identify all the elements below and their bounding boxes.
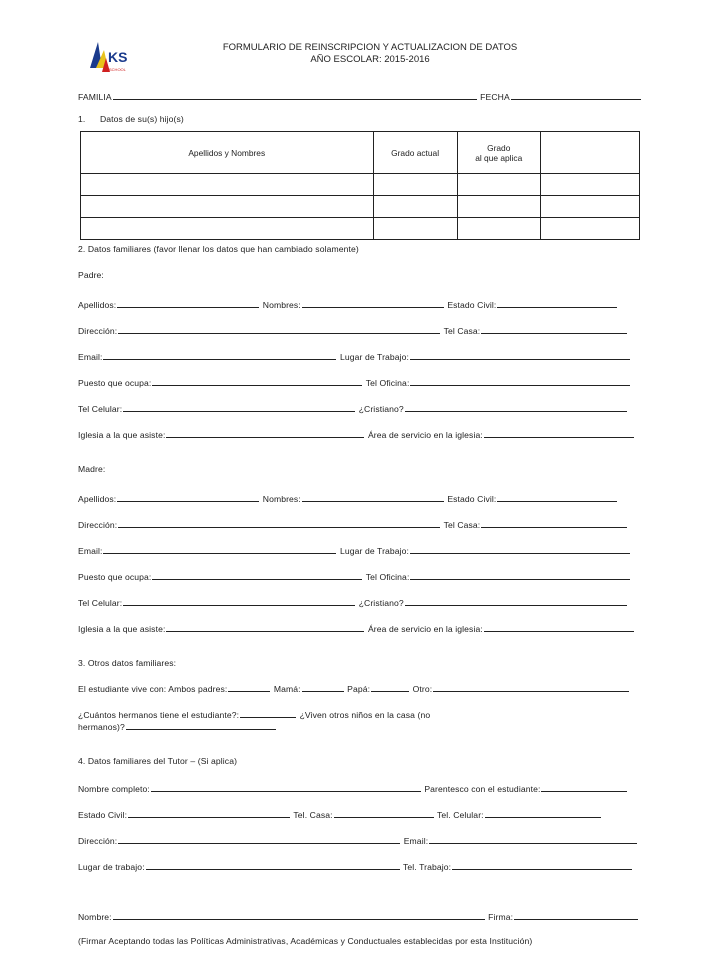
nombres-label: Nombres: <box>262 300 301 310</box>
firma-field[interactable] <box>514 910 638 920</box>
tutor-lugar-trabajo-field[interactable] <box>146 860 400 870</box>
padre-direccion-field[interactable] <box>118 324 440 334</box>
logo-subtext: SCHOOL <box>109 67 126 72</box>
tel-casa-label: Tel Casa: <box>443 326 481 336</box>
tutor-work-row <box>78 860 633 872</box>
tutor-nombre-field[interactable] <box>151 782 421 792</box>
table-cell[interactable] <box>457 218 540 240</box>
tutor-estado-civil-field[interactable] <box>128 808 290 818</box>
padre-area-servicio-field[interactable] <box>484 428 634 438</box>
table-row <box>81 174 640 196</box>
table-cell[interactable] <box>457 174 540 196</box>
otros-ninos-field[interactable] <box>126 720 276 730</box>
madre-cristiano-field[interactable] <box>405 596 627 606</box>
padre-puesto-field[interactable] <box>152 376 362 386</box>
madre-estado-civil-field[interactable] <box>497 492 617 502</box>
tutor-phones-row <box>78 808 602 820</box>
madre-job-row <box>78 570 631 582</box>
section1-heading <box>78 114 184 124</box>
puesto-label: Puesto que ocupa: <box>78 378 152 388</box>
nombre-completo-label: Nombre completo: <box>78 784 150 794</box>
madre-nombres-field[interactable] <box>302 492 444 502</box>
ambos-padres-field[interactable] <box>228 682 270 692</box>
tutor-tel-celular-field[interactable] <box>485 808 601 818</box>
nombre-label: Nombre: <box>78 912 112 922</box>
padre-cristiano-field[interactable] <box>405 402 627 412</box>
cristiano-label: ¿Cristiano? <box>358 598 404 608</box>
col-grado-aplica-line2: al que aplica <box>475 152 523 163</box>
hermanos-row-2 <box>78 720 277 732</box>
table-cell[interactable] <box>540 218 639 240</box>
iglesia-label: Iglesia a la que asiste: <box>78 430 166 440</box>
tel-celular-label: Tel. Celular: <box>436 810 484 820</box>
school-logo <box>86 38 136 76</box>
estado-civil-label: Estado Civil: <box>447 300 497 310</box>
lugar-trabajo-label: Lugar de Trabajo: <box>339 546 410 556</box>
puesto-label: Puesto que ocupa: <box>78 572 152 582</box>
school-year: AÑO ESCOLAR: 2015-2016 <box>310 54 430 65</box>
email-label: Email: <box>403 836 429 846</box>
padre-heading: Padre: <box>78 270 104 280</box>
tutor-address-row <box>78 834 638 846</box>
estado-civil-label: Estado Civil: <box>447 494 497 504</box>
fecha-field[interactable] <box>511 90 641 100</box>
hermanos-row <box>78 708 430 720</box>
padre-address-row <box>78 324 628 336</box>
tutor-email-field[interactable] <box>429 834 637 844</box>
padre-church-row <box>78 428 635 440</box>
padre-apellidos-field[interactable] <box>117 298 259 308</box>
otro-label: Otro: <box>412 684 433 694</box>
section1-title: Datos de su(s) hijo(s) <box>100 114 184 124</box>
tel-oficina-label: Tel Oficina: <box>365 378 410 388</box>
table-cell[interactable] <box>81 196 374 218</box>
tel-casa-label: Tel. Casa: <box>293 810 333 820</box>
table-cell[interactable] <box>373 196 457 218</box>
tel-celular-label: Tel Celular: <box>78 404 123 414</box>
madre-address-row <box>78 518 628 530</box>
padre-names-row <box>78 298 618 310</box>
table-cell[interactable] <box>373 174 457 196</box>
children-table <box>80 131 640 240</box>
section3-heading: 3. Otros datos familiares: <box>78 658 177 668</box>
padre-tel-casa-field[interactable] <box>481 324 627 334</box>
lugar-trabajo-label: Lugar de Trabajo: <box>339 352 410 362</box>
otros-ninos-label-2: hermanos)? <box>78 722 125 732</box>
firma-label: Firma: <box>488 912 514 922</box>
iglesia-label: Iglesia a la que asiste: <box>78 624 166 634</box>
section4-heading: 4. Datos familiares del Tutor – (Si aplica) <box>78 756 238 766</box>
tutor-parentesco-field[interactable] <box>541 782 627 792</box>
direccion-label: Dirección: <box>78 836 118 846</box>
col-empty <box>540 132 639 174</box>
tel-oficina-label: Tel Oficina: <box>365 572 410 582</box>
padre-lugar-trabajo-field[interactable] <box>410 350 630 360</box>
madre-heading: Madre: <box>78 464 106 474</box>
tel-casa-label: Tel Casa: <box>443 520 481 530</box>
col-grado-aplica <box>457 132 540 174</box>
footer-note: (Firmar Aceptando todas las Políticas Administrativas, Académicas y Conductuales establecidas por esta Institución) <box>78 936 533 946</box>
form-title: FORMULARIO DE REINSCRIPCION Y ACTUALIZACION DE DATOS <box>222 42 518 53</box>
direccion-label: Dirección: <box>78 520 118 530</box>
madre-tel-celular-field[interactable] <box>123 596 355 606</box>
madre-tel-oficina-field[interactable] <box>410 570 630 580</box>
estado-civil-label: Estado Civil: <box>78 810 128 820</box>
cristiano-label: ¿Cristiano? <box>358 404 404 414</box>
madre-church-row <box>78 622 635 634</box>
col-grado-actual: Grado actual <box>373 132 457 174</box>
tutor-tel-trabajo-field[interactable] <box>452 860 632 870</box>
papa-field[interactable] <box>371 682 409 692</box>
padre-tel-celular-field[interactable] <box>123 402 355 412</box>
signature-row <box>78 910 639 922</box>
mama-label: Mamá: <box>273 684 301 694</box>
section2-heading: 2. Datos familiares (favor llenar los datos que han cambiado solamente) <box>78 244 359 254</box>
tutor-direccion-field[interactable] <box>118 834 400 844</box>
col-grado-aplica-line1: Grado <box>487 142 511 153</box>
madre-names-row <box>78 492 618 504</box>
madre-cell-row <box>78 596 628 608</box>
area-servicio-label: Área de servicio en la iglesia: <box>367 430 483 440</box>
fecha-label: FECHA <box>480 92 510 102</box>
tel-trabajo-label: Tel. Trabajo: <box>403 862 452 872</box>
apellidos-label: Apellidos: <box>78 300 117 310</box>
direccion-label: Dirección: <box>78 326 118 336</box>
table-cell[interactable] <box>540 174 639 196</box>
papa-label: Papá: <box>347 684 371 694</box>
area-servicio-label: Área de servicio en la iglesia: <box>367 624 483 634</box>
tutor-name-row <box>78 782 628 794</box>
hermanos-label: ¿Cuántos hermanos tiene el estudiante?: <box>78 710 240 720</box>
padre-tel-oficina-field[interactable] <box>410 376 630 386</box>
padre-nombres-field[interactable] <box>302 298 444 308</box>
table-row <box>81 218 640 240</box>
nombres-label: Nombres: <box>262 494 301 504</box>
padre-estado-civil-field[interactable] <box>497 298 617 308</box>
familia-label: FAMILIA <box>78 92 112 102</box>
madre-iglesia-field[interactable] <box>166 622 364 632</box>
email-label: Email: <box>78 546 103 556</box>
nombre-field[interactable] <box>113 910 485 920</box>
otro-field[interactable] <box>433 682 629 692</box>
table-cell[interactable] <box>81 174 374 196</box>
otros-ninos-label: ¿Viven otros niños en la casa (no <box>299 710 431 720</box>
familia-field[interactable] <box>113 90 477 100</box>
table-row <box>81 196 640 218</box>
madre-email-field[interactable] <box>103 544 336 554</box>
madre-direccion-field[interactable] <box>118 518 440 528</box>
padre-job-row <box>78 376 631 388</box>
col-apellidos-nombres: Apellidos y Nombres <box>81 132 374 174</box>
vive-con-label: El estudiante vive con: Ambos padres: <box>78 684 228 694</box>
hermanos-field[interactable] <box>240 708 296 718</box>
padre-email-row <box>78 350 631 362</box>
email-label: Email: <box>78 352 103 362</box>
table-cell[interactable] <box>81 218 374 240</box>
madre-lugar-trabajo-field[interactable] <box>410 544 630 554</box>
familia-row <box>78 90 642 102</box>
mama-field[interactable] <box>302 682 344 692</box>
tel-celular-label: Tel Celular: <box>78 598 123 608</box>
logo-text: KS <box>108 49 128 65</box>
madre-email-row <box>78 544 631 556</box>
padre-iglesia-field[interactable] <box>166 428 364 438</box>
table-cell[interactable] <box>373 218 457 240</box>
madre-tel-casa-field[interactable] <box>481 518 627 528</box>
table-cell[interactable] <box>540 196 639 218</box>
section1-number: 1. <box>78 114 86 124</box>
vive-con-row <box>78 682 630 694</box>
table-cell[interactable] <box>457 196 540 218</box>
madre-area-servicio-field[interactable] <box>484 622 634 632</box>
lugar-trabajo-label: Lugar de trabajo: <box>78 862 145 872</box>
apellidos-label: Apellidos: <box>78 494 117 504</box>
madre-puesto-field[interactable] <box>152 570 362 580</box>
parentesco-label: Parentesco con el estudiante: <box>424 784 541 794</box>
tutor-tel-casa-field[interactable] <box>334 808 434 818</box>
padre-cell-row <box>78 402 628 414</box>
madre-apellidos-field[interactable] <box>117 492 259 502</box>
padre-email-field[interactable] <box>103 350 336 360</box>
